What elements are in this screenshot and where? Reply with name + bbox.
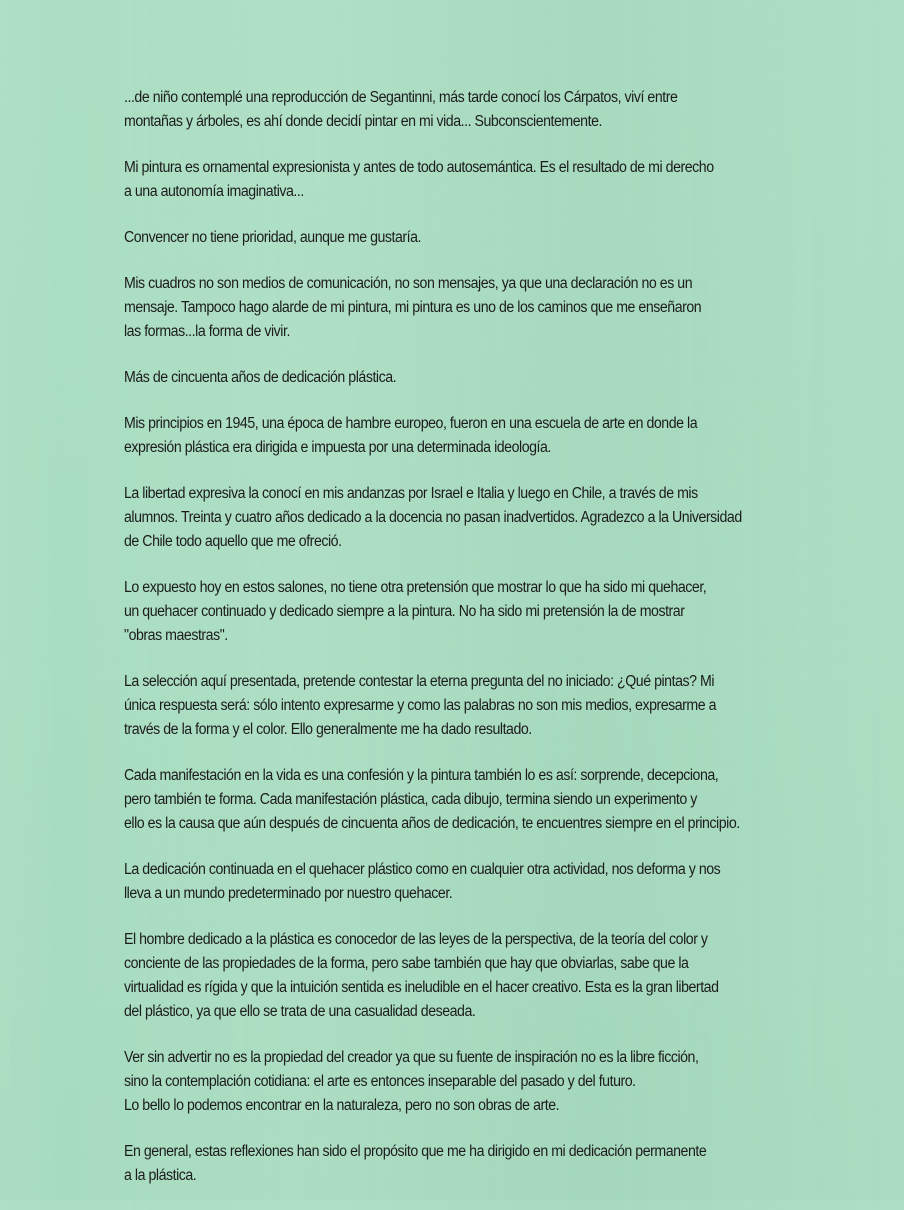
text-line: a la plástica. bbox=[124, 1167, 197, 1184]
text-line: de Chile todo aquello que me ofreció. bbox=[124, 533, 342, 550]
text-line: lleva a un mundo predeterminado por nuestro quehacer. bbox=[124, 885, 453, 902]
text-line: expresión plástica era dirigida e impuesta por una determinada ideología. bbox=[124, 439, 551, 456]
text-line: Ver sin advertir no es la propiedad del creador ya que su fuente de inspiración no es la libre ficción, bbox=[124, 1049, 699, 1066]
text-line: Cada manifestación en la vida es una confesión y la pintura también lo es así: sorprende, decepciona, bbox=[124, 767, 719, 784]
text-line: En general, estas reflexiones han sido el propósito que me ha dirigido en mi dedicación permanente bbox=[124, 1143, 707, 1160]
text-line: a una autonomía imaginativa... bbox=[124, 183, 304, 200]
text-line: alumnos. Treinta y cuatro años dedicado a la docencia no pasan inadvertidos. Agradezco a la Universidad bbox=[124, 509, 742, 526]
text-line: Mis cuadros no son medios de comunicación, no son mensajes, ya que una declaración no es un bbox=[124, 275, 693, 292]
text-line: mensaje. Tampoco hago alarde de mi pintura, mi pintura es uno de los caminos que me enseñaron bbox=[124, 299, 702, 316]
paragraph-11 bbox=[124, 858, 851, 906]
text-line: "obras maestras". bbox=[124, 627, 228, 644]
text-line: conciente de las propiedades de la forma, pero sabe también que hay que obviarlas, sabe que la bbox=[124, 955, 689, 972]
text-line: del plástico, ya que ello se trata de una casualidad deseada. bbox=[124, 1003, 476, 1020]
text-line: pero también te forma. Cada manifestación plástica, cada dibujo, termina siendo un experimento y bbox=[124, 791, 697, 808]
text-line: virtualidad es rígida y que la intuición sentida es ineludible en el hacer creativo. Esta es la gran libertad bbox=[124, 979, 719, 996]
paragraph-9 bbox=[124, 670, 851, 742]
text-line: Lo expuesto hoy en estos salones, no tiene otra pretensión que mostrar lo que ha sido mi quehacer, bbox=[124, 579, 707, 596]
text-line: Mis principios en 1945, una época de hambre europeo, fueron en una escuela de arte en donde la bbox=[124, 415, 698, 432]
text-line: sino la contemplación cotidiana: el arte es entonces inseparable del pasado y del futuro. bbox=[124, 1073, 636, 1090]
paragraph-8 bbox=[124, 576, 851, 648]
paragraph-2 bbox=[124, 156, 851, 204]
document-body bbox=[124, 86, 844, 1210]
paragraph-12 bbox=[124, 928, 851, 1024]
text-line: Convencer no tiene prioridad, aunque me gustaría. bbox=[124, 229, 422, 246]
text-line: ...de niño contemplé una reproducción de Segantinni, más tarde conocí los Cárpatos, viví entre bbox=[124, 89, 678, 106]
text-line: La selección aquí presentada, pretende contestar la eterna pregunta del no iniciado: ¿Qué pintas? Mi bbox=[124, 673, 715, 690]
text-line: montañas y árboles, es ahí donde decidí pintar en mi vida... Subconscientemente. bbox=[124, 113, 602, 130]
paragraph-13 bbox=[124, 1046, 851, 1118]
text-line: ello es la causa que aún después de cincuenta años de dedicación, te encuentres siempre en el principio. bbox=[124, 815, 740, 832]
text-line: El hombre dedicado a la plástica es conocedor de las leyes de la perspectiva, de la teoría del color y bbox=[124, 931, 708, 948]
paragraph-3 bbox=[124, 226, 851, 250]
paragraph-7 bbox=[124, 482, 851, 554]
text-line: Más de cincuenta años de dedicación plástica. bbox=[124, 369, 397, 386]
text-line: única respuesta será: sólo intento expresarme y como las palabras no son mis medios, expresarme a bbox=[124, 697, 717, 714]
text-line: las formas...la forma de vivir. bbox=[124, 323, 290, 340]
paragraph-14 bbox=[124, 1140, 851, 1188]
paragraph-5 bbox=[124, 366, 851, 390]
text-line: Mi pintura es ornamental expresionista y antes de todo autosemántica. Es el resultado de mi derecho bbox=[124, 159, 714, 176]
paragraph-1 bbox=[124, 86, 851, 134]
text-line: La dedicación continuada en el quehacer plástico como en cualquier otra actividad, nos deforma y nos bbox=[124, 861, 721, 878]
text-line: través de la forma y el color. Ello generalmente me ha dado resultado. bbox=[124, 721, 532, 738]
text-line: un quehacer continuado y dedicado siempre a la pintura. No ha sido mi pretensión la de mostrar bbox=[124, 603, 685, 620]
text-line: Lo bello lo podemos encontrar en la naturaleza, pero no son obras de arte. bbox=[124, 1097, 560, 1114]
paragraph-10 bbox=[124, 764, 851, 836]
paragraph-6 bbox=[124, 412, 851, 460]
text-line: La libertad expresiva la conocí en mis andanzas por Israel e Italia y luego en Chile, a través de mis bbox=[124, 485, 698, 502]
paragraph-4 bbox=[124, 272, 851, 344]
